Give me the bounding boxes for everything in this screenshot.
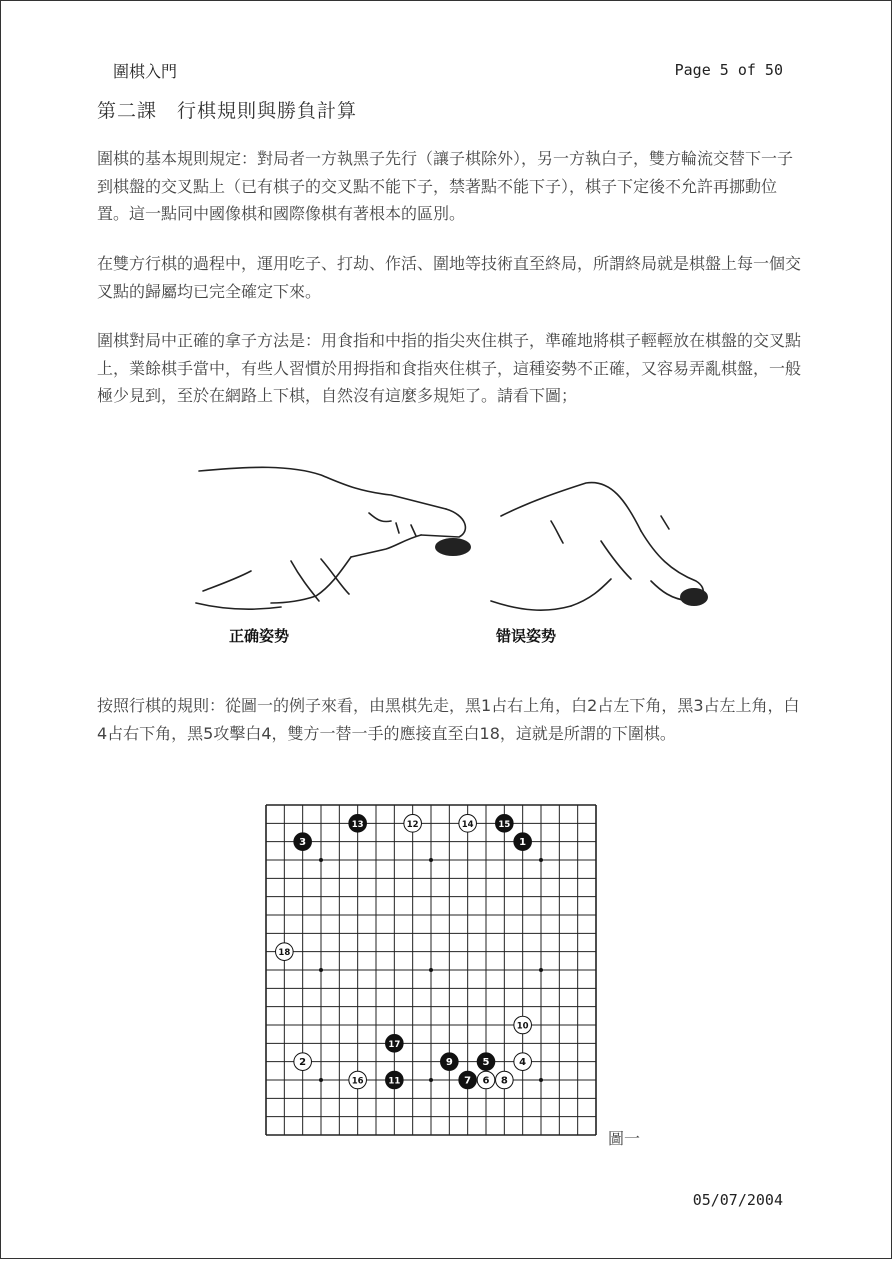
stone-move-17: [386, 1035, 404, 1053]
paragraph-endgame: 在雙方行棋的過程中，運用吃子、打劫、作活、圍地等技術直至終局，所謂終局就是棋盤上每一個交叉點的歸屬均已完全確定下來。: [97, 254, 802, 301]
stone-move-3: [294, 833, 312, 851]
move-number: 3: [299, 837, 307, 849]
stone-move-2: [294, 1053, 312, 1071]
move-number: 12: [406, 819, 419, 830]
go-board-diagram: [263, 802, 599, 1138]
header-title: 圍棋入門: [113, 62, 178, 81]
move-number: 9: [445, 1057, 453, 1069]
paragraph-example: 按照行棋的規則：從圖一的例子來看，由黑棋先走，黑1占右上角，白2占左下角，黑3占左上角，白4占右下角，黑5攻擊白4，雙方一替一手的應接直至白18，這就是所謂的下圍棋。: [97, 696, 800, 743]
star-point: [539, 1078, 543, 1082]
paragraph-holding-stone: 圍棋對局中正確的拿子方法是：用食指和中指的指尖夾住棋子，準確地將棋子輕輕放在棋盤的交叉點上，業餘棋手當中，有些人習慣於用拇指和食指夾住棋子，這種姿勢不正確，又容易弄亂棋盤，一般極少見到，至於在網路上下棋，自然沒有這麼多規矩了。請看下圖；: [97, 331, 802, 405]
move-number: 6: [482, 1075, 490, 1087]
move-number: 5: [482, 1057, 490, 1069]
move-number: 2: [299, 1057, 307, 1069]
stone-move-4: [514, 1053, 532, 1071]
star-point: [539, 858, 543, 862]
stone-move-9: [441, 1053, 459, 1071]
page-number: Page 5 of 50: [674, 61, 783, 79]
footer-date: 05/07/2004: [692, 1191, 783, 1209]
star-point: [319, 1078, 323, 1082]
move-number: 4: [519, 1057, 527, 1069]
move-number: 15: [498, 819, 511, 830]
move-number: 16: [351, 1076, 364, 1087]
black-stone-icon: [680, 588, 708, 606]
stone-move-8: [496, 1071, 514, 1089]
stone-move-10: [514, 1016, 532, 1034]
move-number: 10: [516, 1021, 529, 1032]
correct-posture-label: 正确姿势: [229, 627, 290, 645]
move-number: 17: [388, 1039, 401, 1050]
stone-move-5: [477, 1053, 495, 1071]
stone-move-7: [459, 1071, 477, 1089]
stone-move-16: [349, 1071, 367, 1089]
move-number: 14: [461, 819, 474, 830]
stone-move-11: [386, 1071, 404, 1089]
star-point: [319, 968, 323, 972]
stone-move-18: [276, 943, 294, 961]
stone-move-6: [477, 1071, 495, 1089]
star-point: [429, 1078, 433, 1082]
stone-move-13: [349, 815, 367, 833]
stone-move-14: [459, 815, 477, 833]
move-number: 8: [500, 1075, 508, 1087]
move-number: 11: [388, 1076, 401, 1087]
move-number: 1: [519, 837, 527, 849]
move-number: 7: [464, 1075, 472, 1087]
star-point: [319, 858, 323, 862]
move-number: 18: [278, 948, 291, 959]
hand-posture-figure: [191, 461, 721, 651]
black-stone-icon: [435, 538, 471, 556]
wrong-posture-label: 错误姿势: [496, 627, 557, 645]
stone-move-15: [496, 815, 514, 833]
lesson-title: 第二課 行棋規則與勝負計算: [97, 100, 358, 122]
move-number: 13: [351, 819, 364, 830]
paragraph-rules: 圍棋的基本規則規定：對局者一方執黑子先行（讓子棋除外），另一方執白子，雙方輪流交替下一子到棋盤的交叉點上（已有棋子的交叉點不能下子，禁著點不能下子），棋子下定後不允許再挪動位置。這一點同中國像棋和國際像棋有著根本的區別。: [97, 149, 794, 223]
figure-label: 圖一: [608, 1129, 641, 1148]
stone-move-12: [404, 815, 422, 833]
star-point: [539, 968, 543, 972]
star-point: [429, 968, 433, 972]
stone-move-1: [514, 833, 532, 851]
star-point: [429, 858, 433, 862]
